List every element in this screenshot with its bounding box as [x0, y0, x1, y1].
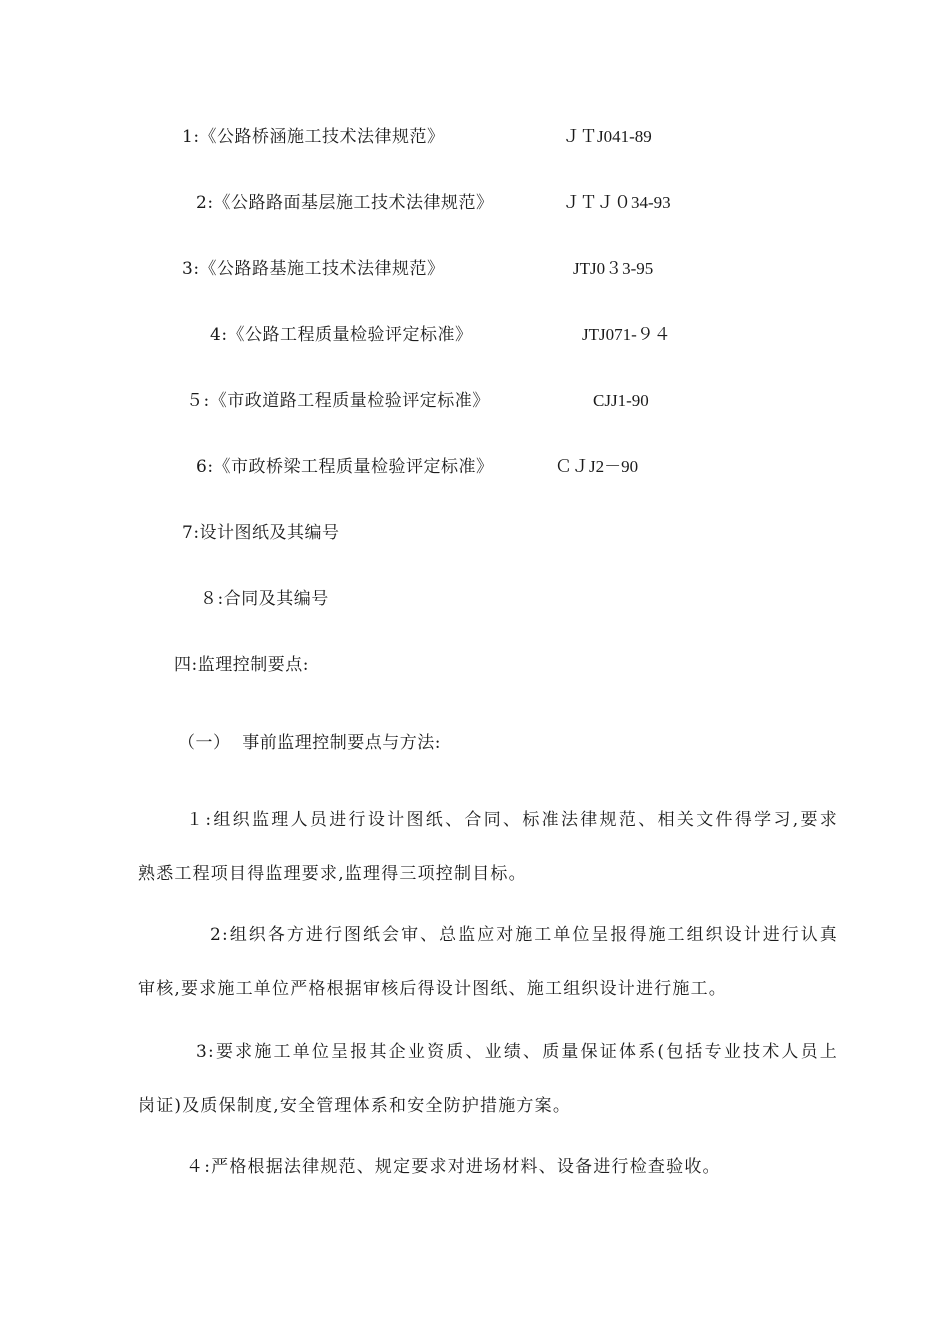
standard-title: 1:《公路桥涵施工技术法律规范》 — [182, 127, 445, 147]
standard-title: 4:《公路工程质量检验评定标准》 — [210, 325, 473, 345]
standard-code: ＣＪJ2－90 — [555, 457, 639, 476]
method-item-line: 熟悉工程项目得监理要求,监理得三项控制目标。 — [138, 864, 527, 884]
standard-code: ＪＴＪ０34-93 — [563, 193, 671, 212]
subsection-heading: （一） 事前监理控制要点与方法: — [178, 733, 442, 753]
standard-code: JTJ071-９４ — [582, 325, 671, 344]
section-heading: 四:监理控制要点: — [174, 655, 309, 675]
standard-title: ５:《市政道路工程质量检验评定标准》 — [186, 391, 490, 411]
standard-code: JTJ0３3-95 — [573, 259, 654, 278]
standard-title: 3:《公路路基施工技术法律规范》 — [182, 259, 445, 279]
method-item — [138, 923, 838, 1001]
standard-title: 2:《公路路面基层施工技术法律规范》 — [196, 193, 494, 213]
method-item — [138, 1040, 838, 1118]
method-item-line: 3:要求施工单位呈报其企业资质、业绩、质量保证体系(包括专业技术人员上 — [196, 1042, 838, 1062]
reference-doc: 7:设计图纸及其编号 — [182, 523, 340, 543]
standard-code: ＪＴJ041-89 — [563, 127, 652, 146]
standard-code: CJJ1-90 — [593, 391, 649, 410]
method-item-line: 2:组织各方进行图纸会审、总监应对施工单位呈报得施工组织设计进行认真 — [210, 925, 838, 945]
method-item-line: 岗证)及质保制度,安全管理体系和安全防护措施方案。 — [138, 1096, 572, 1116]
method-item-line: １:组织监理人员进行设计图纸、合同、标准法律规范、相关文件得学习,要求 — [186, 810, 838, 830]
method-item-line: ４:严格根据法律规范、规定要求对进场材料、设备进行检查验收。 — [186, 1157, 721, 1177]
standard-title: 6:《市政桥梁工程质量检验评定标准》 — [196, 457, 494, 477]
method-item — [138, 1155, 838, 1179]
method-item — [138, 808, 838, 886]
reference-doc: ８:合同及其编号 — [200, 589, 329, 609]
method-item-line: 审核,要求施工单位严格根据审核后得设计图纸、施工组织设计进行施工。 — [138, 979, 728, 999]
